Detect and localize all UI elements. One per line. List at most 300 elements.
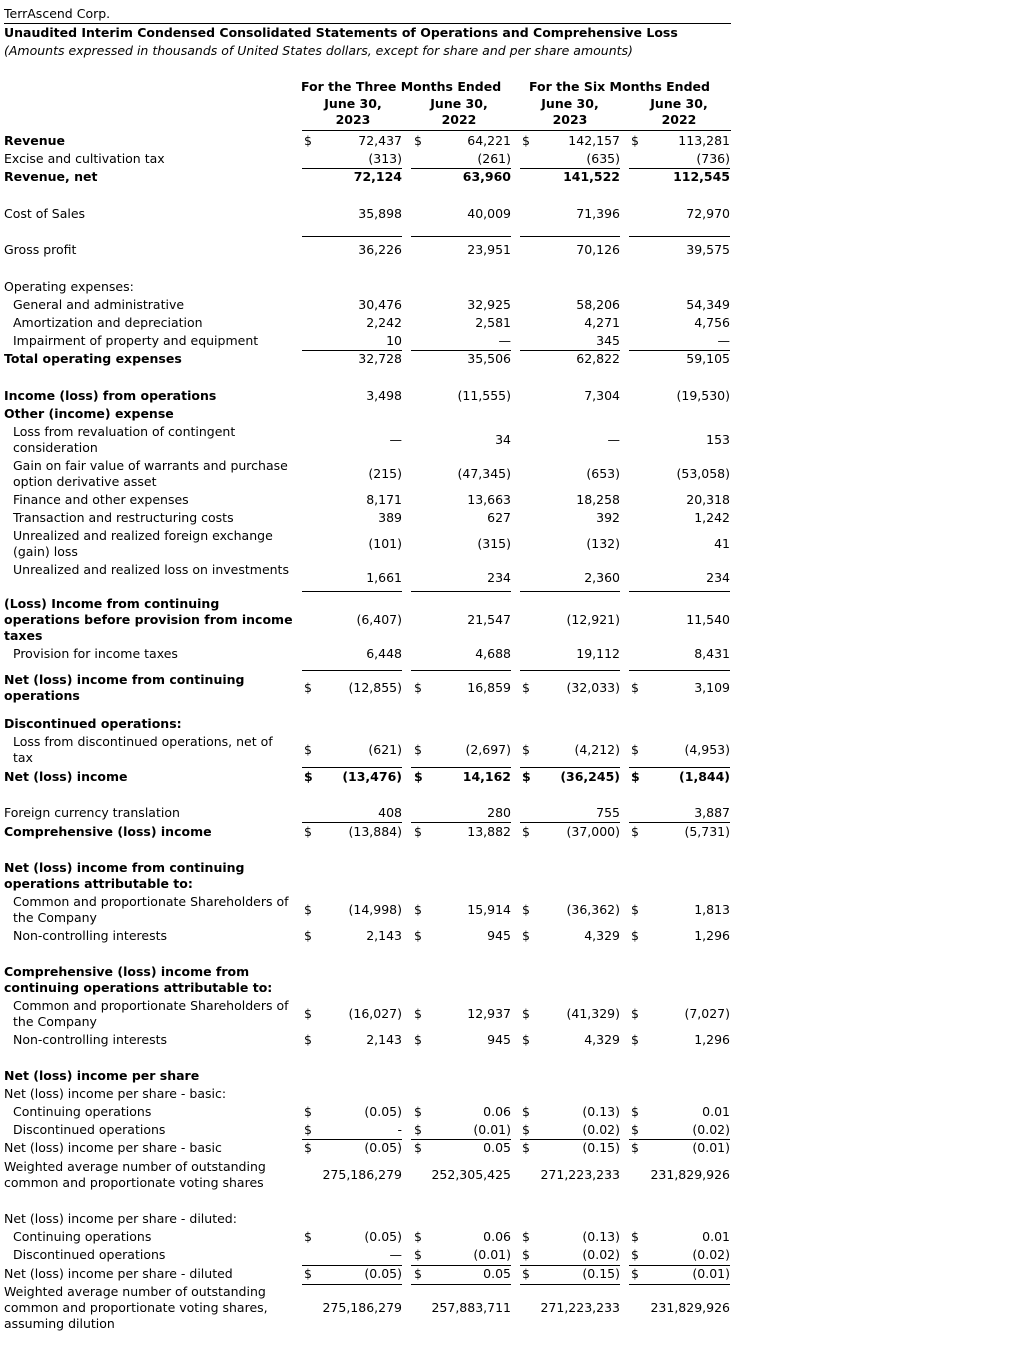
row-label: Net (loss) income per share - diluted: [4, 1211, 237, 1226]
subtotal-rule [411, 168, 511, 169]
row-label: Income (loss) from operations [4, 388, 217, 403]
header-divider [4, 23, 731, 24]
currency-symbol: $ [631, 742, 639, 757]
currency-symbol: $ [631, 1229, 639, 1244]
value-cell: 40,009 [467, 206, 511, 221]
value-cell: 72,124 [353, 169, 402, 184]
currency-symbol: $ [414, 1229, 422, 1244]
subtotal-rule [411, 1284, 511, 1285]
currency-symbol: $ [304, 1032, 312, 1047]
value-cell: — [498, 333, 511, 348]
value-cell: 59,105 [686, 351, 730, 366]
currency-symbol: $ [304, 133, 312, 148]
value-cell: 3,887 [694, 805, 730, 820]
subtotal-rule [520, 350, 620, 351]
value-cell: 4,329 [584, 1032, 620, 1047]
currency-symbol: $ [522, 1247, 530, 1262]
currency-symbol: $ [304, 1229, 312, 1244]
value-cell: 6,448 [366, 646, 402, 661]
row-label: Amortization and depreciation [13, 315, 203, 330]
value-cell: 627 [487, 510, 511, 525]
row-label: Comprehensive (loss) income [4, 824, 212, 839]
value-cell: (2,697) [465, 742, 511, 757]
value-cell: 231,829,926 [650, 1167, 730, 1182]
value-cell: 234 [706, 570, 730, 585]
value-cell: 4,688 [475, 646, 511, 661]
column-header-3m-2023 [303, 96, 403, 128]
value-cell: 1,296 [694, 1032, 730, 1047]
currency-symbol: $ [304, 824, 312, 839]
column-header-date: June 30, [430, 96, 488, 111]
row-label: Impairment of property and equipment [13, 333, 259, 348]
subtotal-rule [629, 591, 730, 592]
currency-symbol: $ [631, 1122, 639, 1137]
currency-symbol: $ [304, 1104, 312, 1119]
value-cell: 72,970 [686, 206, 730, 221]
value-cell: (36,362) [566, 902, 620, 917]
row-label: Excise and cultivation tax [4, 151, 165, 166]
value-cell: 3,498 [366, 388, 402, 403]
value-cell: 234 [487, 570, 511, 585]
currency-symbol: $ [522, 1122, 530, 1137]
subtotal-rule [629, 1139, 730, 1140]
row-label: Discontinued operations: [4, 716, 182, 731]
currency-symbol: $ [522, 1266, 530, 1281]
value-cell: (4,953) [684, 742, 730, 757]
row-label: Transaction and restructuring costs [13, 510, 234, 525]
currency-symbol: $ [631, 1140, 639, 1155]
value-cell: 11,540 [686, 612, 730, 627]
value-cell: 141,522 [563, 169, 620, 184]
row-label: Cost of Sales [4, 206, 86, 221]
value-cell: (653) [586, 466, 620, 481]
subtotal-rule [520, 767, 620, 768]
row-label: Other (income) expense [4, 406, 174, 421]
currency-symbol: $ [304, 742, 312, 757]
subtotal-rule [520, 822, 620, 823]
statement-title: Unaudited Interim Condensed Consolidated Statements of Operations and Comprehensive Loss [4, 25, 678, 40]
currency-symbol: $ [414, 1122, 422, 1137]
column-header-year: 2022 [441, 112, 477, 127]
value-cell: 41 [714, 536, 730, 551]
row-label: Non-controlling interests [13, 928, 168, 943]
currency-symbol: $ [304, 1122, 312, 1137]
value-cell: (6,407) [356, 612, 402, 627]
subtotal-rule [411, 1139, 511, 1140]
statement-subtitle: (Amounts expressed in thousands of United States dollars, except for share and per share amounts) [4, 43, 633, 58]
value-cell: 18,258 [576, 492, 620, 507]
value-cell: 8,431 [694, 646, 730, 661]
value-cell: (0.15) [582, 1140, 620, 1155]
row-label: Loss from revaluation of contingent consideration [13, 424, 236, 455]
value-cell: (736) [696, 151, 730, 166]
subtotal-rule [302, 1139, 402, 1140]
subtotal-rule [629, 1265, 730, 1266]
currency-symbol: $ [631, 133, 639, 148]
currency-symbol: $ [414, 1006, 422, 1021]
subtotal-rule [302, 670, 402, 671]
value-cell: 271,223,233 [540, 1300, 620, 1315]
value-cell: 3,109 [694, 680, 730, 695]
row-label: Revenue, net [4, 169, 98, 184]
subtotal-rule [520, 168, 620, 169]
row-label: (Loss) Income from continuing operations before provision from income taxes [4, 596, 293, 643]
value-cell: 153 [706, 432, 730, 447]
value-cell: 30,476 [358, 297, 402, 312]
row-label: General and administrative [13, 297, 185, 312]
currency-symbol: $ [631, 680, 639, 695]
value-cell: (0.05) [364, 1266, 402, 1281]
row-label: Net (loss) income per share [4, 1068, 200, 1083]
value-cell: (0.01) [692, 1140, 730, 1155]
value-cell: (635) [586, 151, 620, 166]
value-cell: 2,242 [366, 315, 402, 330]
value-cell: 113,281 [678, 133, 730, 148]
value-cell: 4,329 [584, 928, 620, 943]
row-label: Gross profit [4, 242, 77, 257]
currency-symbol: $ [631, 1006, 639, 1021]
row-label: Common and proportionate Shareholders of the Company [13, 998, 289, 1029]
column-group-three-months: For the Three Months Ended [301, 79, 502, 94]
currency-symbol: $ [304, 928, 312, 943]
value-cell: 39,575 [686, 242, 730, 257]
value-cell: 1,661 [366, 570, 402, 585]
value-cell: 16,859 [467, 680, 511, 695]
value-cell: (0.13) [582, 1104, 620, 1119]
value-cell: 408 [378, 805, 402, 820]
value-cell: (13,884) [348, 824, 402, 839]
currency-symbol: $ [304, 1006, 312, 1021]
value-cell: 257,883,711 [431, 1300, 511, 1315]
value-cell: (12,921) [566, 612, 620, 627]
value-cell: 1,242 [694, 510, 730, 525]
currency-symbol: $ [631, 902, 639, 917]
currency-symbol: $ [522, 1140, 530, 1155]
column-header-3m-2022 [409, 96, 509, 128]
value-cell: 20,318 [686, 492, 730, 507]
currency-symbol: $ [414, 902, 422, 917]
value-cell: (0.02) [692, 1247, 730, 1262]
value-cell: (13,476) [342, 769, 402, 784]
value-cell: 71,396 [576, 206, 620, 221]
subtotal-rule [411, 670, 511, 671]
row-label: Net (loss) income per share - diluted [4, 1266, 233, 1281]
row-label: Comprehensive (loss) income from continuing operations attributable to: [4, 964, 273, 995]
value-cell: — [607, 432, 620, 447]
value-cell: (4,212) [574, 742, 620, 757]
row-label: Net (loss) income from continuing operations [4, 672, 245, 703]
currency-symbol: $ [522, 902, 530, 917]
currency-symbol: $ [522, 1032, 530, 1047]
value-cell: 35,898 [358, 206, 402, 221]
row-label: Unrealized and realized foreign exchange (gain) loss [13, 528, 273, 559]
currency-symbol: $ [304, 1266, 312, 1281]
value-cell: 280 [487, 805, 511, 820]
value-cell: (0.01) [473, 1122, 511, 1137]
value-cell: (0.05) [364, 1229, 402, 1244]
row-label: Net (loss) income per share - basic: [4, 1086, 227, 1101]
value-cell: (19,530) [676, 388, 730, 403]
subtotal-rule [520, 1139, 620, 1140]
subtotal-rule [302, 350, 402, 351]
row-label: Net (loss) income from continuing operations attributable to: [4, 860, 245, 891]
subtotal-rule [629, 168, 730, 169]
value-cell: (101) [368, 536, 402, 551]
value-cell: 275,186,279 [322, 1300, 402, 1315]
row-label: Continuing operations [13, 1229, 152, 1244]
subtotal-rule [629, 350, 730, 351]
column-header-date: June 30, [541, 96, 599, 111]
subtotal-rule [520, 591, 620, 592]
value-cell: (261) [477, 151, 511, 166]
value-cell: (7,027) [684, 1006, 730, 1021]
row-label: Unrealized and realized loss on investments [13, 562, 289, 577]
value-cell: (5,731) [684, 824, 730, 839]
row-label: Non-controlling interests [13, 1032, 168, 1047]
value-cell: 13,663 [467, 492, 511, 507]
value-cell: (14,998) [348, 902, 402, 917]
value-cell: 0.06 [483, 1104, 511, 1119]
currency-symbol: $ [522, 742, 530, 757]
column-header-6m-2023 [520, 96, 620, 128]
currency-symbol: $ [522, 1229, 530, 1244]
value-cell: 0.06 [483, 1229, 511, 1244]
value-cell: 389 [378, 510, 402, 525]
currency-symbol: $ [304, 1140, 312, 1155]
value-cell: 64,221 [467, 133, 511, 148]
column-header-6m-2022 [629, 96, 729, 128]
subtotal-rule [520, 1284, 620, 1285]
value-cell: 2,581 [475, 315, 511, 330]
row-label: Foreign currency translation [4, 805, 180, 820]
value-cell: 8,171 [366, 492, 402, 507]
column-group-six-months: For the Six Months Ended [529, 79, 710, 94]
currency-symbol: $ [522, 769, 531, 784]
currency-symbol: $ [414, 769, 423, 784]
currency-symbol: $ [414, 1140, 422, 1155]
subtotal-rule [520, 670, 620, 671]
currency-symbol: $ [414, 133, 422, 148]
value-cell: (0.02) [582, 1122, 620, 1137]
value-cell: — [717, 333, 730, 348]
value-cell: 13,882 [467, 824, 511, 839]
currency-symbol: $ [631, 1266, 639, 1281]
column-header-year: 2023 [552, 112, 588, 127]
value-cell: 271,223,233 [540, 1167, 620, 1182]
currency-symbol: $ [631, 1032, 639, 1047]
value-cell: — [389, 432, 402, 447]
value-cell: (315) [477, 536, 511, 551]
value-cell: 0.05 [483, 1140, 511, 1155]
value-cell: 0.01 [702, 1104, 730, 1119]
currency-symbol: $ [304, 769, 313, 784]
row-label: Discontinued operations [13, 1247, 166, 1262]
value-cell: 21,547 [467, 612, 511, 627]
value-cell: 70,126 [576, 242, 620, 257]
subtotal-rule [302, 767, 402, 768]
column-header-date: June 30, [324, 96, 382, 111]
currency-symbol: $ [414, 680, 422, 695]
value-cell: 36,226 [358, 242, 402, 257]
currency-symbol: $ [522, 1006, 530, 1021]
row-label: Common and proportionate Shareholders of the Company [13, 894, 289, 925]
value-cell: (12,855) [348, 680, 402, 695]
value-cell: 112,545 [673, 169, 730, 184]
value-cell: 63,960 [462, 169, 511, 184]
column-header-year: 2023 [335, 112, 371, 127]
subtotal-rule [302, 1265, 402, 1266]
subtotal-rule [629, 767, 730, 768]
currency-symbol: $ [304, 680, 312, 695]
value-cell: — [389, 1247, 402, 1262]
value-cell: 2,143 [366, 928, 402, 943]
currency-symbol: $ [631, 769, 640, 784]
value-cell: 14,162 [462, 769, 511, 784]
value-cell: 32,728 [358, 351, 402, 366]
subtotal-rule [411, 767, 511, 768]
value-cell: (1,844) [679, 769, 730, 784]
value-cell: 231,829,926 [650, 1300, 730, 1315]
subtotal-rule [302, 822, 402, 823]
value-cell: (313) [368, 151, 402, 166]
value-cell: 10 [386, 333, 402, 348]
row-label: Provision for income taxes [13, 646, 178, 661]
value-cell: (0.02) [692, 1122, 730, 1137]
currency-symbol: $ [522, 133, 530, 148]
row-label: Operating expenses: [4, 279, 134, 294]
value-cell: 23,951 [467, 242, 511, 257]
currency-symbol: $ [522, 824, 530, 839]
subtotal-rule [302, 168, 402, 169]
value-cell: (0.05) [364, 1104, 402, 1119]
value-cell: 945 [487, 928, 511, 943]
subtotal-rule [629, 670, 730, 671]
subtotal-rule [520, 1265, 620, 1266]
currency-symbol: $ [414, 742, 422, 757]
value-cell: - [397, 1122, 402, 1137]
value-cell: 1,813 [694, 902, 730, 917]
value-cell: (132) [586, 536, 620, 551]
subtotal-rule [411, 1265, 511, 1266]
currency-symbol: $ [304, 902, 312, 917]
subtotal-rule [629, 1284, 730, 1285]
subtotal-rule [629, 236, 730, 237]
value-cell: 62,822 [576, 351, 620, 366]
subtotal-rule [302, 1284, 402, 1285]
column-header-rule [302, 130, 731, 131]
currency-symbol: $ [522, 928, 530, 943]
value-cell: 0.01 [702, 1229, 730, 1244]
subtotal-rule [520, 236, 620, 237]
column-header-year: 2022 [661, 112, 697, 127]
value-cell: (0.02) [582, 1247, 620, 1262]
subtotal-rule [411, 822, 511, 823]
value-cell: (36,245) [560, 769, 620, 784]
value-cell: 19,112 [576, 646, 620, 661]
value-cell: (47,345) [457, 466, 511, 481]
value-cell: 58,206 [576, 297, 620, 312]
value-cell: 275,186,279 [322, 1167, 402, 1182]
value-cell: 32,925 [467, 297, 511, 312]
value-cell: (53,058) [676, 466, 730, 481]
value-cell: 2,360 [584, 570, 620, 585]
value-cell: (32,033) [566, 680, 620, 695]
subtotal-rule [302, 591, 402, 592]
value-cell: (0.01) [692, 1266, 730, 1281]
subtotal-rule [411, 591, 511, 592]
row-label: Weighted average number of outstanding common and proportionate voting shares, assuming dilution [4, 1284, 268, 1331]
currency-symbol: $ [631, 824, 639, 839]
value-cell: 12,937 [467, 1006, 511, 1021]
currency-symbol: $ [414, 1032, 422, 1047]
value-cell: 142,157 [568, 133, 620, 148]
column-header-date: June 30, [650, 96, 708, 111]
row-label: Gain on fair value of warrants and purchase option derivative asset [13, 458, 288, 489]
value-cell: (11,555) [457, 388, 511, 403]
value-cell: 755 [596, 805, 620, 820]
value-cell: 4,271 [584, 315, 620, 330]
value-cell: 1,296 [694, 928, 730, 943]
row-label: Net (loss) income per share - basic [4, 1140, 222, 1155]
value-cell: 345 [596, 333, 620, 348]
currency-symbol: $ [414, 824, 422, 839]
value-cell: 7,304 [584, 388, 620, 403]
value-cell: (621) [368, 742, 402, 757]
value-cell: 54,349 [686, 297, 730, 312]
currency-symbol: $ [414, 1104, 422, 1119]
value-cell: (215) [368, 466, 402, 481]
value-cell: 392 [596, 510, 620, 525]
value-cell: (0.13) [582, 1229, 620, 1244]
currency-symbol: $ [631, 1247, 639, 1262]
currency-symbol: $ [414, 1247, 422, 1262]
value-cell: 0.05 [483, 1266, 511, 1281]
row-label: Discontinued operations [13, 1122, 166, 1137]
value-cell: 35,506 [467, 351, 511, 366]
subtotal-rule [411, 350, 511, 351]
currency-symbol: $ [631, 928, 639, 943]
value-cell: 945 [487, 1032, 511, 1047]
row-label: Net (loss) income [4, 769, 128, 784]
subtotal-rule [411, 236, 511, 237]
currency-symbol: $ [522, 680, 530, 695]
currency-symbol: $ [631, 1104, 639, 1119]
value-cell: 15,914 [467, 902, 511, 917]
subtotal-rule [629, 822, 730, 823]
row-label: Continuing operations [13, 1104, 152, 1119]
row-label: Loss from discontinued operations, net of tax [13, 734, 273, 765]
value-cell: (41,329) [566, 1006, 620, 1021]
subtotal-rule [302, 236, 402, 237]
value-cell: 34 [495, 432, 511, 447]
value-cell: 72,437 [358, 133, 402, 148]
row-label: Finance and other expenses [13, 492, 189, 507]
value-cell: (0.15) [582, 1266, 620, 1281]
currency-symbol: $ [414, 1266, 422, 1281]
value-cell: 252,305,425 [431, 1167, 511, 1182]
currency-symbol: $ [414, 928, 422, 943]
company-name: TerrAscend Corp. [4, 6, 111, 21]
currency-symbol: $ [522, 1104, 530, 1119]
value-cell: (16,027) [348, 1006, 402, 1021]
value-cell: 4,756 [694, 315, 730, 330]
value-cell: (0.01) [473, 1247, 511, 1262]
value-cell: 2,143 [366, 1032, 402, 1047]
row-label: Revenue [4, 133, 66, 148]
value-cell: (37,000) [566, 824, 620, 839]
row-label: Weighted average number of outstanding common and proportionate voting shares [4, 1159, 266, 1190]
row-label: Total operating expenses [4, 351, 182, 366]
